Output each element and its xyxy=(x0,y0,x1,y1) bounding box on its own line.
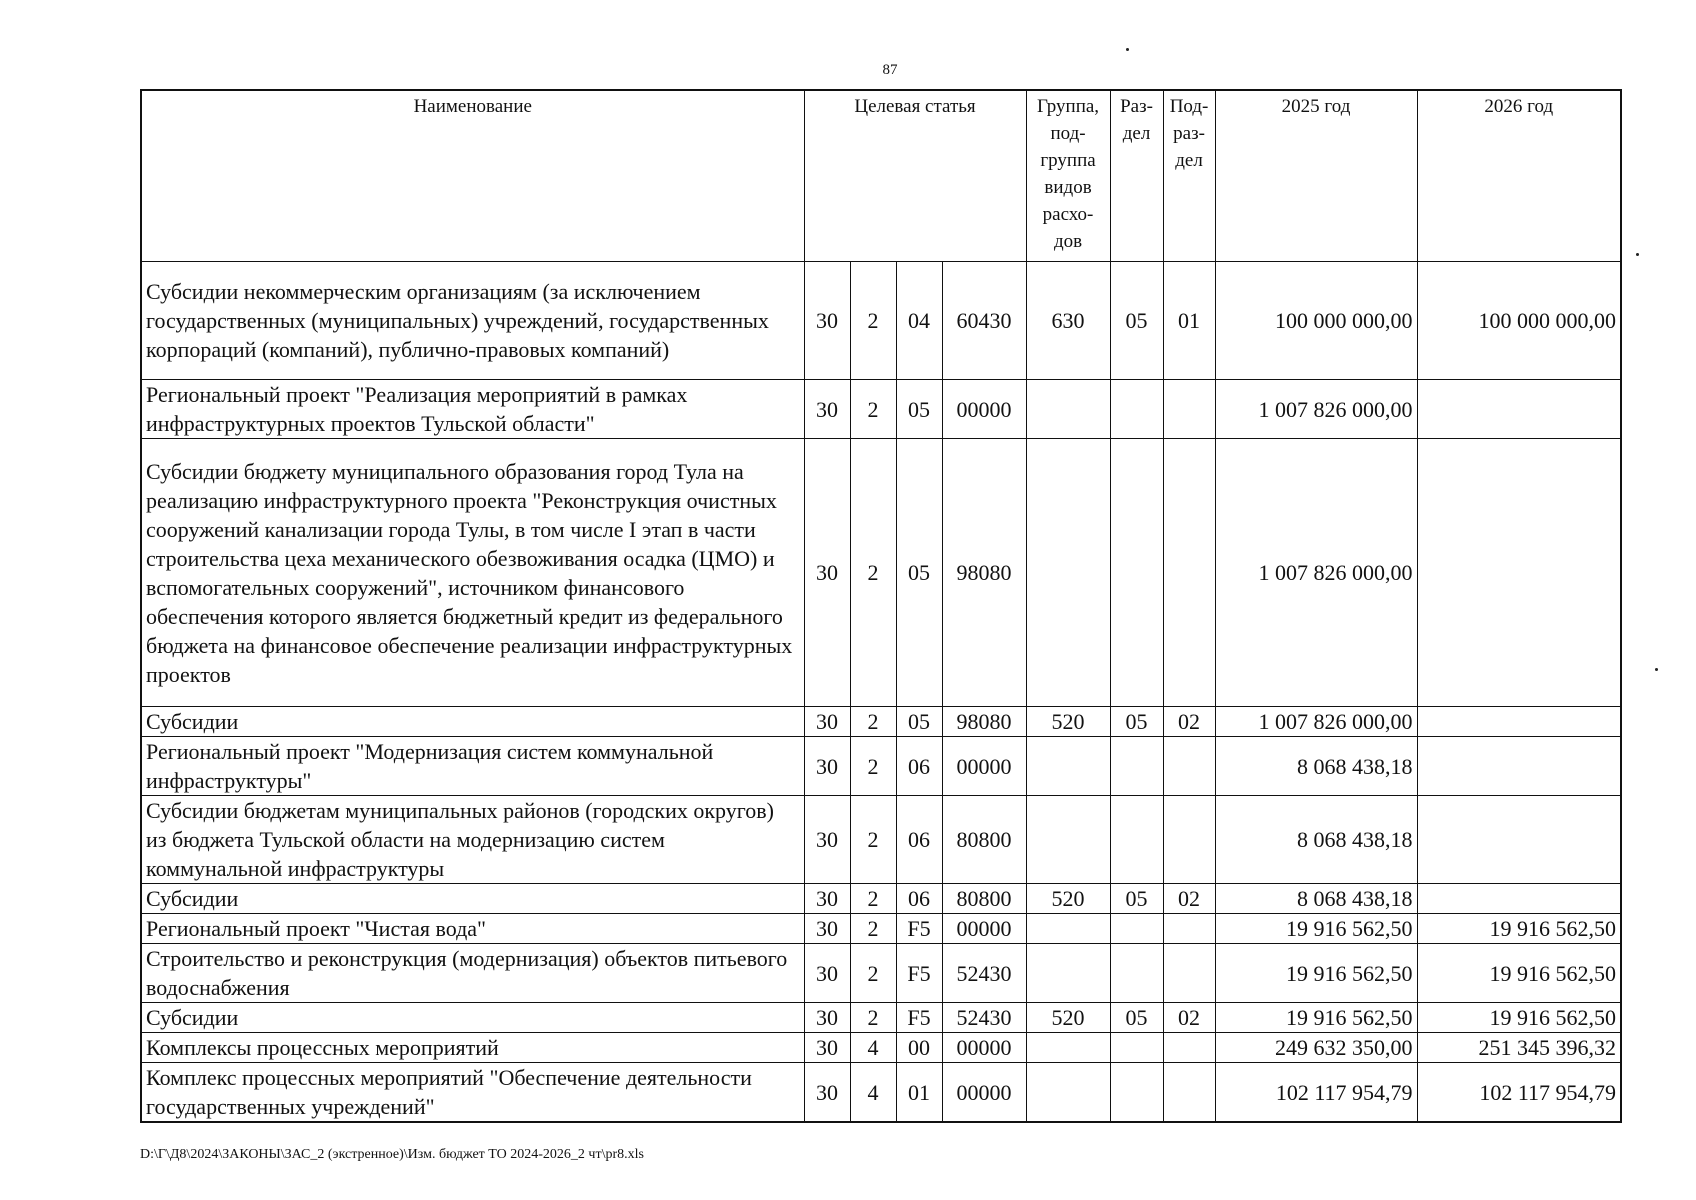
cell-group: 630 xyxy=(1026,262,1110,380)
cell-d: 80800 xyxy=(942,884,1026,914)
cell-subsection: 01 xyxy=(1163,262,1215,380)
cell-y2025: 19 916 562,50 xyxy=(1215,944,1417,1003)
cell-y2026: 19 916 562,50 xyxy=(1417,914,1621,944)
cell-name: Региональный проект "Модернизация систем коммунальной инфраструктуры" xyxy=(141,737,804,796)
cell-b: 2 xyxy=(850,707,896,737)
table-row xyxy=(141,737,1621,796)
table-row xyxy=(141,380,1621,439)
cell-y2026 xyxy=(1417,707,1621,737)
cell-y2025: 19 916 562,50 xyxy=(1215,914,1417,944)
cell-y2025: 19 916 562,50 xyxy=(1215,1003,1417,1033)
table-row xyxy=(141,884,1621,914)
cell-y2026: 251 345 396,32 xyxy=(1417,1033,1621,1063)
cell-section xyxy=(1110,914,1163,944)
cell-subsection xyxy=(1163,1033,1215,1063)
cell-c: 05 xyxy=(896,380,942,439)
cell-a: 30 xyxy=(804,944,850,1003)
cell-c: F5 xyxy=(896,944,942,1003)
cell-section: 05 xyxy=(1110,884,1163,914)
table-row xyxy=(141,262,1621,380)
scan-speck xyxy=(1655,668,1658,671)
header-group: Группа, под-группа видов расхо-дов xyxy=(1026,90,1110,262)
header-2026: 2026 год xyxy=(1417,90,1621,262)
cell-y2026: 100 000 000,00 xyxy=(1417,262,1621,380)
cell-subsection xyxy=(1163,737,1215,796)
table-row xyxy=(141,1063,1621,1123)
cell-subsection xyxy=(1163,944,1215,1003)
cell-a: 30 xyxy=(804,439,850,707)
scan-speck xyxy=(1126,48,1129,51)
cell-a: 30 xyxy=(804,707,850,737)
cell-name: Региональный проект "Чистая вода" xyxy=(141,914,804,944)
cell-y2025: 8 068 438,18 xyxy=(1215,737,1417,796)
cell-c: F5 xyxy=(896,914,942,944)
cell-section: 05 xyxy=(1110,707,1163,737)
cell-c: 00 xyxy=(896,1033,942,1063)
cell-a: 30 xyxy=(804,1033,850,1063)
cell-d: 80800 xyxy=(942,796,1026,884)
page-number: 87 xyxy=(882,62,898,78)
table-row xyxy=(141,439,1621,707)
table-row xyxy=(141,1003,1621,1033)
cell-c: 06 xyxy=(896,737,942,796)
cell-b: 2 xyxy=(850,796,896,884)
cell-c: 06 xyxy=(896,796,942,884)
cell-group xyxy=(1026,737,1110,796)
cell-c: 01 xyxy=(896,1063,942,1123)
cell-name: Строительство и реконструкция (модернизация) объектов питьевого водоснабжения xyxy=(141,944,804,1003)
header-2025: 2025 год xyxy=(1215,90,1417,262)
header-section: Раз-дел xyxy=(1110,90,1163,262)
header-subsection: Под-раз-дел xyxy=(1163,90,1215,262)
cell-d: 52430 xyxy=(942,944,1026,1003)
cell-d: 00000 xyxy=(942,380,1026,439)
cell-y2025: 8 068 438,18 xyxy=(1215,796,1417,884)
header-name: Наименование xyxy=(141,90,804,262)
table-row xyxy=(141,707,1621,737)
cell-c: 04 xyxy=(896,262,942,380)
cell-name: Комплексы процессных мероприятий xyxy=(141,1033,804,1063)
cell-y2025: 102 117 954,79 xyxy=(1215,1063,1417,1123)
cell-d: 00000 xyxy=(942,737,1026,796)
cell-y2026 xyxy=(1417,380,1621,439)
cell-name: Субсидии бюджетам муниципальных районов (городских округов) из бюджета Тульской области на модернизацию систем коммунальной инфраструктуры xyxy=(141,796,804,884)
cell-y2025: 1 007 826 000,00 xyxy=(1215,707,1417,737)
cell-d: 60430 xyxy=(942,262,1026,380)
budget-table xyxy=(140,89,1622,1123)
cell-a: 30 xyxy=(804,737,850,796)
header-target: Целевая статья xyxy=(804,90,1026,262)
cell-name: Субсидии бюджету муниципального образования город Тула на реализацию инфраструктурного проекта "Реконструкция очистных сооружений канализации города Тулы, в том числе I этап в части строительства цеха механического обезвоживания осадка (ЦМО) и вспомогательных сооружений", источником финансового обеспечения которого является бюджетный кредит из федерального бюджета на финансовое обеспечение реализации инфраструктурных проектов xyxy=(141,439,804,707)
cell-group xyxy=(1026,1033,1110,1063)
cell-y2026 xyxy=(1417,884,1621,914)
table-row xyxy=(141,914,1621,944)
cell-d: 98080 xyxy=(942,439,1026,707)
cell-group xyxy=(1026,1063,1110,1123)
table-row xyxy=(141,796,1621,884)
cell-y2026 xyxy=(1417,796,1621,884)
cell-subsection xyxy=(1163,914,1215,944)
cell-group: 520 xyxy=(1026,1003,1110,1033)
cell-d: 00000 xyxy=(942,1063,1026,1123)
cell-y2026 xyxy=(1417,439,1621,707)
cell-c: F5 xyxy=(896,1003,942,1033)
cell-name: Субсидии xyxy=(141,1003,804,1033)
cell-section xyxy=(1110,380,1163,439)
cell-section xyxy=(1110,737,1163,796)
file-path-footer: D:\Г\Д8\2024\ЗАКОНЫ\ЗАС_2 (экстренное)\Изм. бюджет ТО 2024-2026_2 чт\pr8.xls xyxy=(140,1147,644,1162)
cell-subsection xyxy=(1163,380,1215,439)
cell-y2026: 19 916 562,50 xyxy=(1417,1003,1621,1033)
cell-b: 2 xyxy=(850,884,896,914)
cell-y2026: 102 117 954,79 xyxy=(1417,1063,1621,1123)
cell-c: 05 xyxy=(896,439,942,707)
cell-a: 30 xyxy=(804,1003,850,1033)
cell-y2025: 1 007 826 000,00 xyxy=(1215,380,1417,439)
cell-subsection: 02 xyxy=(1163,1003,1215,1033)
cell-b: 2 xyxy=(850,439,896,707)
cell-section xyxy=(1110,796,1163,884)
table-row xyxy=(141,944,1621,1003)
table-row xyxy=(141,1033,1621,1063)
cell-subsection xyxy=(1163,796,1215,884)
cell-b: 4 xyxy=(850,1063,896,1123)
cell-group xyxy=(1026,439,1110,707)
cell-c: 06 xyxy=(896,884,942,914)
cell-group xyxy=(1026,914,1110,944)
cell-section xyxy=(1110,1063,1163,1123)
cell-b: 2 xyxy=(850,914,896,944)
cell-y2025: 8 068 438,18 xyxy=(1215,884,1417,914)
cell-b: 2 xyxy=(850,944,896,1003)
cell-group: 520 xyxy=(1026,884,1110,914)
cell-a: 30 xyxy=(804,380,850,439)
cell-b: 2 xyxy=(850,1003,896,1033)
cell-subsection: 02 xyxy=(1163,884,1215,914)
cell-name: Региональный проект "Реализация мероприятий в рамках инфраструктурных проектов Тульской области" xyxy=(141,380,804,439)
cell-group xyxy=(1026,944,1110,1003)
cell-b: 2 xyxy=(850,262,896,380)
cell-section xyxy=(1110,944,1163,1003)
cell-subsection xyxy=(1163,1063,1215,1123)
cell-b: 2 xyxy=(850,737,896,796)
cell-group xyxy=(1026,380,1110,439)
cell-section xyxy=(1110,1033,1163,1063)
cell-group: 520 xyxy=(1026,707,1110,737)
cell-d: 98080 xyxy=(942,707,1026,737)
scan-speck xyxy=(1636,253,1639,256)
cell-subsection xyxy=(1163,439,1215,707)
cell-y2025: 100 000 000,00 xyxy=(1215,262,1417,380)
cell-name: Субсидии xyxy=(141,707,804,737)
cell-a: 30 xyxy=(804,914,850,944)
header-row xyxy=(141,90,1621,262)
cell-section xyxy=(1110,439,1163,707)
cell-d: 00000 xyxy=(942,1033,1026,1063)
cell-a: 30 xyxy=(804,262,850,380)
cell-b: 4 xyxy=(850,1033,896,1063)
cell-d: 00000 xyxy=(942,914,1026,944)
cell-section: 05 xyxy=(1110,262,1163,380)
cell-a: 30 xyxy=(804,1063,850,1123)
cell-y2026: 19 916 562,50 xyxy=(1417,944,1621,1003)
cell-y2026 xyxy=(1417,737,1621,796)
cell-section: 05 xyxy=(1110,1003,1163,1033)
cell-a: 30 xyxy=(804,884,850,914)
cell-y2025: 249 632 350,00 xyxy=(1215,1033,1417,1063)
cell-subsection: 02 xyxy=(1163,707,1215,737)
cell-name: Комплекс процессных мероприятий "Обеспечение деятельности государственных учреждений" xyxy=(141,1063,804,1123)
cell-name: Субсидии некоммерческим организациям (за исключением государственных (муниципальных) учреждений, государственных корпораций (компаний), публично-правовых компаний) xyxy=(141,262,804,380)
cell-c: 05 xyxy=(896,707,942,737)
cell-a: 30 xyxy=(804,796,850,884)
cell-b: 2 xyxy=(850,380,896,439)
cell-d: 52430 xyxy=(942,1003,1026,1033)
cell-name: Субсидии xyxy=(141,884,804,914)
cell-group xyxy=(1026,796,1110,884)
cell-y2025: 1 007 826 000,00 xyxy=(1215,439,1417,707)
